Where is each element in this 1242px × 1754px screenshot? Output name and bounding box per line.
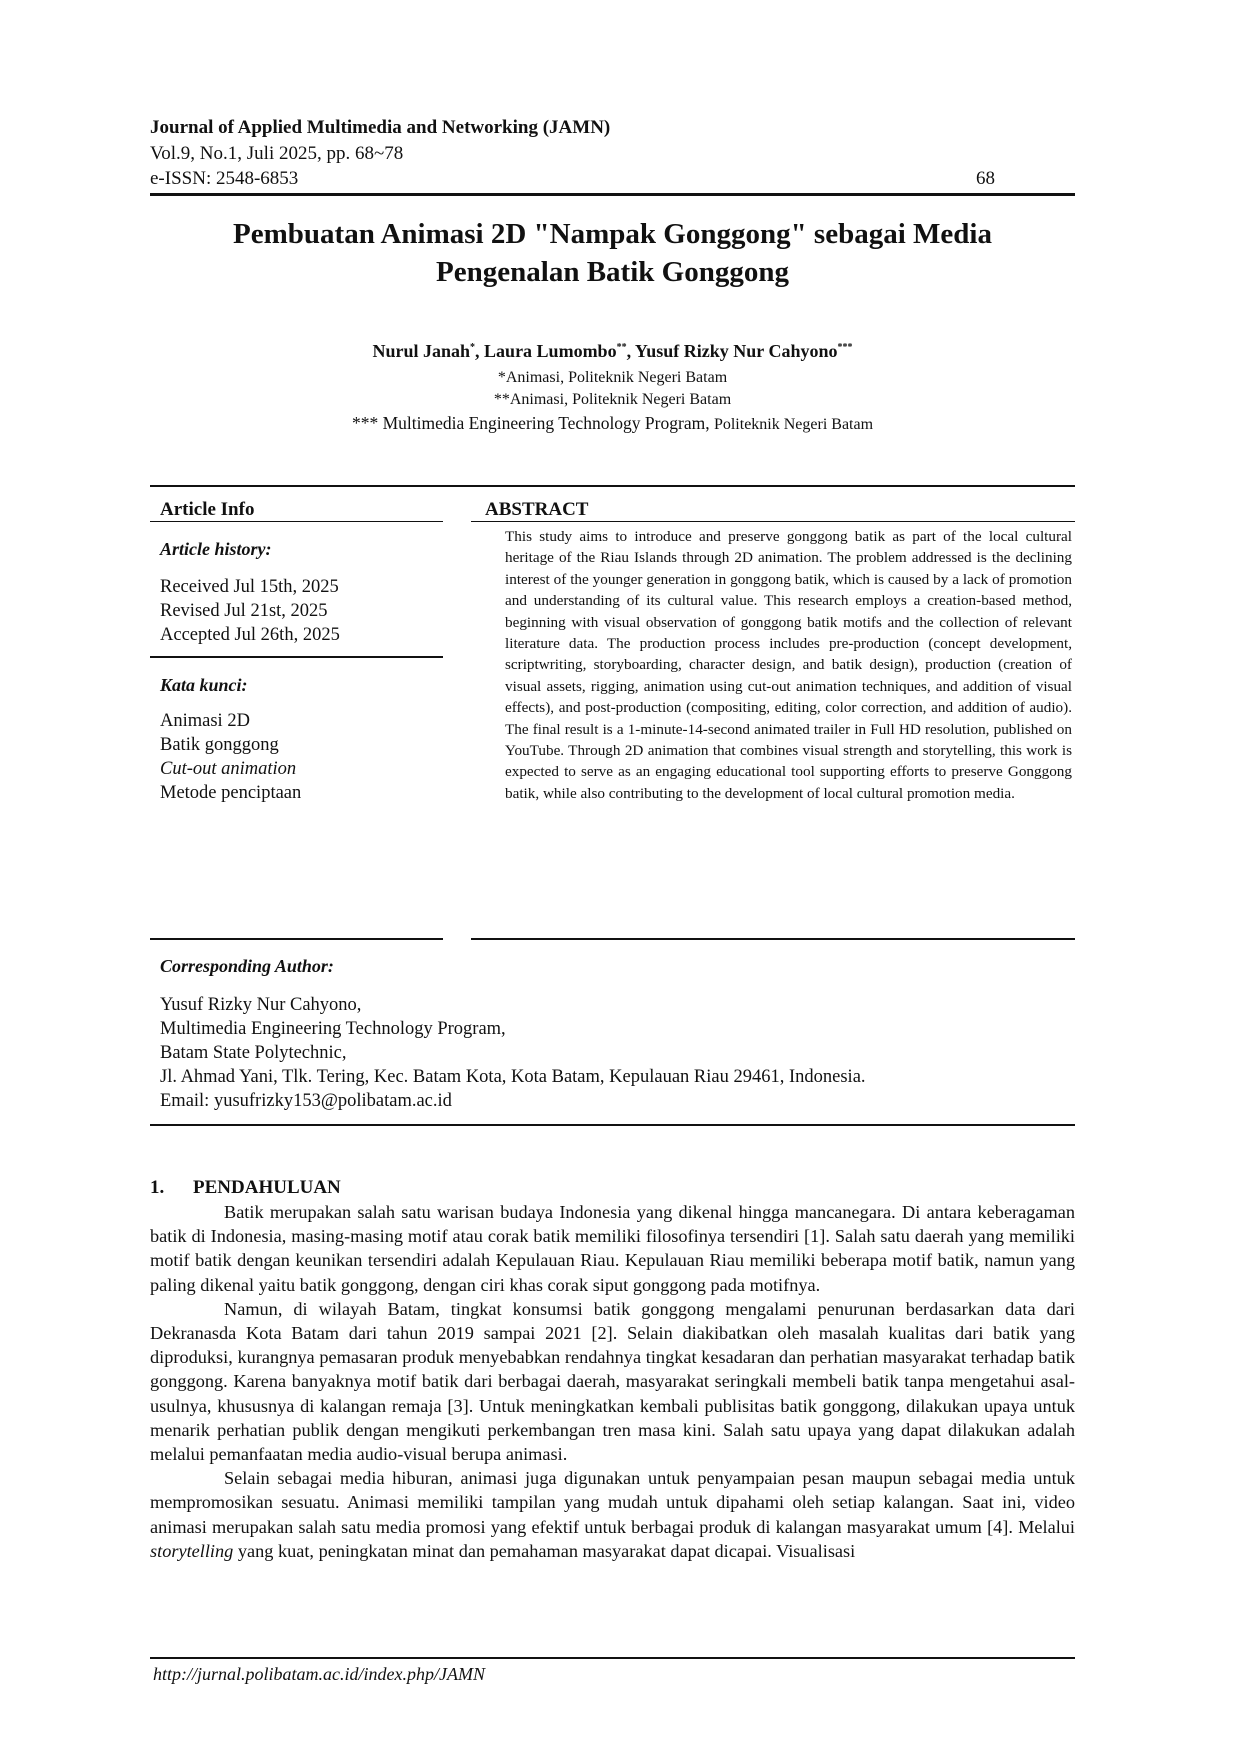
keyword: Animasi 2D xyxy=(160,711,250,731)
author-name: Nurul Janah xyxy=(372,341,471,361)
section-heading: PENDAHULUAN xyxy=(193,1177,341,1198)
footer-url[interactable]: http://jurnal.polibatam.ac.id/index.php/JAMN xyxy=(153,1664,485,1684)
corresponding-dept: Multimedia Engineering Technology Program, xyxy=(160,1019,506,1039)
author-mark: *** xyxy=(837,342,853,353)
keyword: Cut-out animation xyxy=(160,759,297,779)
corresponding-heading: Corresponding Author: xyxy=(160,956,334,976)
paragraph-italic-term: storytelling xyxy=(150,1540,234,1561)
keyword: Batik gonggong xyxy=(160,735,279,755)
corresponding-name: Yusuf Rizky Nur Cahyono, xyxy=(160,995,362,1015)
info-bottom-divider-left xyxy=(150,938,443,940)
title-line-2: Pengenalan Batik Gonggong xyxy=(436,256,789,288)
author-separator: , xyxy=(626,341,635,361)
affiliation-3-program: *** Multimedia Engineering Technology Program, xyxy=(351,413,710,433)
paragraph xyxy=(150,1466,1075,1563)
article-info-divider xyxy=(150,521,443,522)
journal-volume: Vol.9, No.1, Juli 2025, pp. 68~78 xyxy=(150,143,404,164)
corresponding-details xyxy=(160,993,866,1113)
paragraph: Batik merupakan salah satu warisan budaya Indonesia yang dikenal hingga mancanegara. Di antara keberagaman batik di Indonesia, masing-masing motif atau corak batik memiliki filosofinya tersendiri [1]. Salah satu daerah yang memiliki motif batik dengan keunikan tersendiri adalah Kepulauan Riau. Kepulauan Riau memiliki beberapa motif batik, namun yang paling dikenal yaitu batik gonggong, dengan ciri khas corak siput gonggong pada motifnya. xyxy=(150,1202,1075,1295)
journal-name: Journal of Applied Multimedia and Networking (JAMN) xyxy=(150,117,611,138)
corresponding-divider xyxy=(150,1124,1075,1126)
footer-divider xyxy=(150,1657,1075,1659)
article-history xyxy=(160,575,340,647)
keyword-list xyxy=(160,709,301,805)
author-name: Laura Lumombo xyxy=(484,341,617,361)
author-list xyxy=(150,341,1075,362)
info-bottom-divider-right xyxy=(471,938,1075,940)
paragraph-text: Selain sebagai media hiburan, animasi juga digunakan untuk penyampaian pesan maupun sebagai media untuk mempromosikan sesuatu. Animasi memiliki tampilan yang mudah untuk dipahami oleh setiap kalangan. Saat ini, video animasi merupakan salah satu media promosi yang efektif untuk berbagai produk di kalangan masyarakat umum [4]. Melalui xyxy=(150,1468,1075,1537)
affiliation-1: *Animasi, Politeknik Negeri Batam xyxy=(497,369,728,386)
affiliation-3-institution: Politeknik Negeri Batam xyxy=(713,416,874,433)
paragraph: Namun, di wilayah Batam, tingkat konsumsi batik gonggong mengalami penurunan berdasarkan data dari Dekranasda Kota Batam dari tahun 2019 sampai 2021 [2]. Selain diakibatkan oleh masalah kualitas dari batik yang diproduksi, kurangnya pemasaran produk menyebabkan rendahnya tingkat kesadaran dan perhatian masyarakat terhadap batik gonggong. Karena banyaknya motif batik dari berbagai daerah, masyarakat seringkali membeli batik tanpa mengetahui asal-usulnya, khususnya di kalangan remaja [3]. Untuk meningkatkan kembali publisitas batik gonggong, dilakukan upaya untuk menarik perhatian publik dengan mengikuti perkembangan tren masa kini. Salah satu upaya yang dapat dilakukan adalah melalui pemanfaatan media audio-visual berupa animasi. xyxy=(150,1298,1075,1465)
section-number: 1. xyxy=(150,1177,165,1198)
revised-date: Revised Jul 21st, 2025 xyxy=(160,601,328,621)
section-body xyxy=(150,1200,1075,1563)
received-date: Received Jul 15th, 2025 xyxy=(160,577,339,597)
page-number: 68 xyxy=(976,168,995,189)
corresponding-email: Email: yusufrizky153@polibatam.ac.id xyxy=(160,1091,452,1111)
article-info-heading: Article Info xyxy=(160,499,255,520)
author-mark: ** xyxy=(616,342,627,353)
header-divider xyxy=(150,193,1075,196)
abstract-divider xyxy=(471,521,1075,522)
keywords-heading: Kata kunci: xyxy=(160,675,248,695)
history-heading: Article history: xyxy=(160,539,272,559)
corresponding-address: Jl. Ahmad Yani, Tlk. Tering, Kec. Batam Kota, Kota Batam, Kepulauan Riau 29461, Indonesia. xyxy=(160,1067,866,1087)
author-name: Yusuf Rizky Nur Cahyono xyxy=(634,341,838,361)
corresponding-institution: Batam State Polytechnic, xyxy=(160,1043,347,1063)
accepted-date: Accepted Jul 26th, 2025 xyxy=(160,625,340,645)
paper-title xyxy=(150,215,1075,291)
title-line-1: Pembuatan Animasi 2D "Nampak Gonggong" sebagai Media xyxy=(233,218,992,250)
abstract-text: This study aims to introduce and preserve gonggong batik as part of the local cultural heritage of the Riau Islands through 2D animation. The problem addressed is the declining interest of the younger generation in gonggong batik, which is caused by a lack of promotion and understanding of its cultural value. This research employs a creation-based method, beginning with visual observation of gonggong batik motifs and the collection of relevant literature data. The production process includes pre-production (concept development, scriptwriting, storyboarding, character design, and batik design), production (creation of visual assets, rigging, animation using cut-out animation techniques, and addition of visual effects), and post-production (compositing, editing, color correction, and addition of audio). The final result is a 1-minute-14-second animated trailer in Full HD resolution, published on YouTube. Through 2D animation that combines visual strength and storytelling, this work is expected to serve as an engaging educational tool supporting efforts to preserve Gonggong batik, while also contributing to the development of local cultural promotion media. xyxy=(505,528,1072,802)
affiliation-3 xyxy=(150,413,1075,434)
paragraph-text: yang kuat, peningkatan minat dan pemahaman masyarakat dapat dicapai. Visualisasi xyxy=(233,1540,856,1561)
author-separator: , xyxy=(475,341,485,361)
affiliation-2: **Animasi, Politeknik Negeri Batam xyxy=(493,391,732,408)
history-divider xyxy=(150,656,443,658)
author-mark: * xyxy=(470,342,476,353)
info-top-divider xyxy=(150,485,1075,487)
keyword: Metode penciptaan xyxy=(160,783,302,803)
abstract-heading: ABSTRACT xyxy=(485,499,589,520)
journal-issn: e-ISSN: 2548-6853 xyxy=(150,168,299,189)
